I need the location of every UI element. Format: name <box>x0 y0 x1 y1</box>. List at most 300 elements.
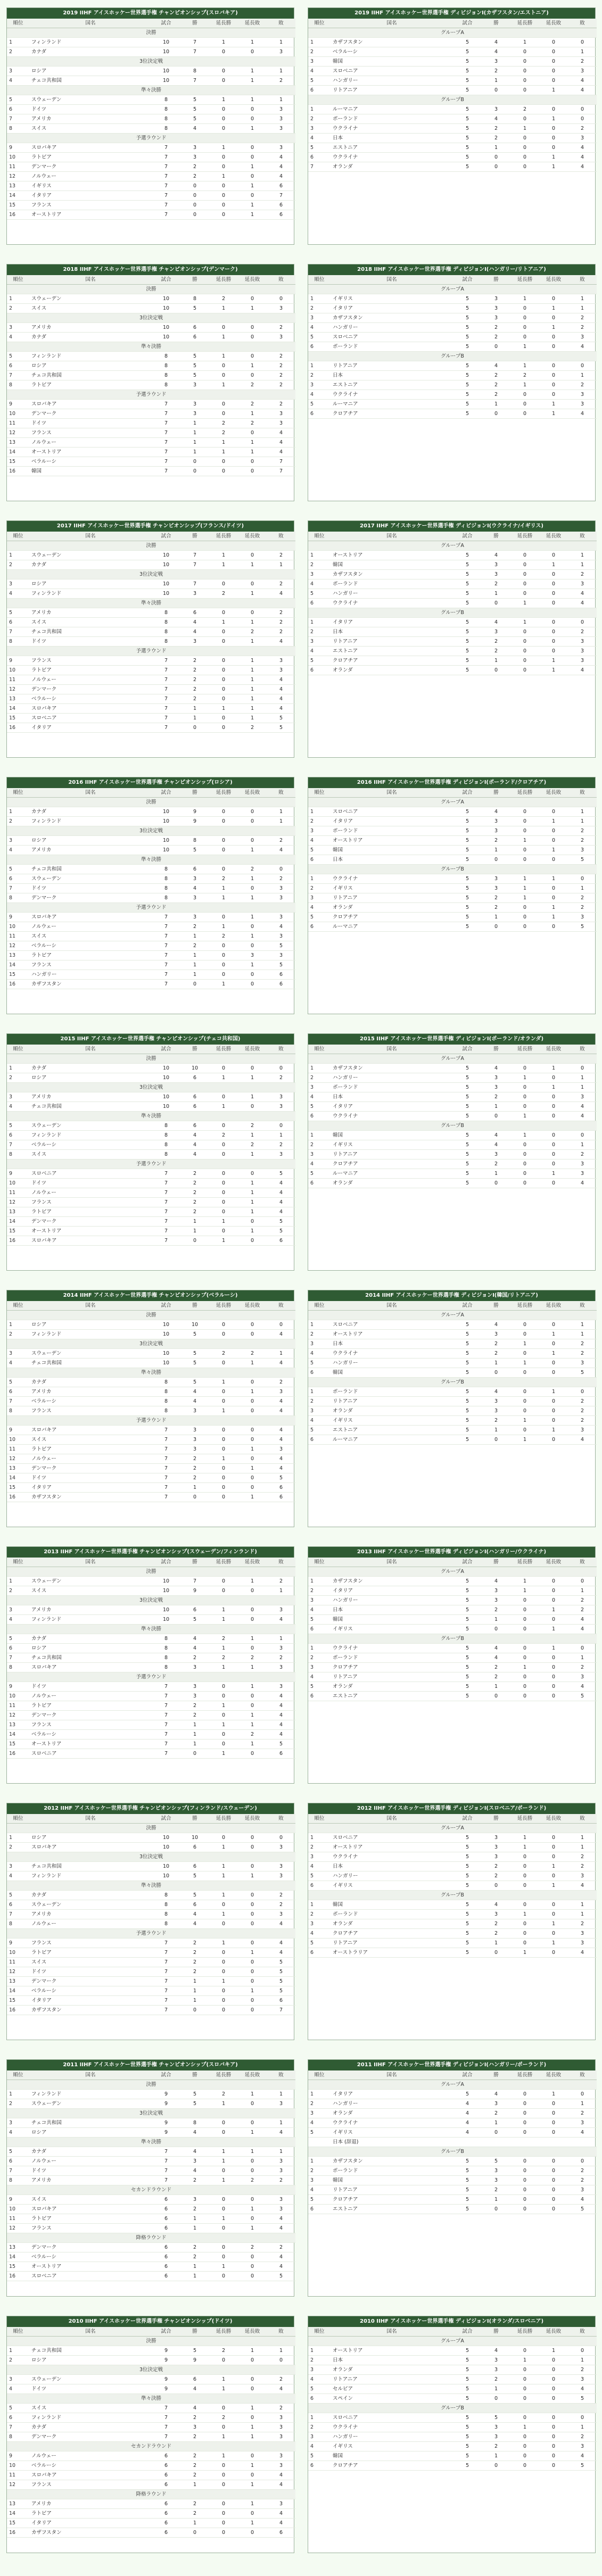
stat-cell: 1 <box>238 1179 267 1188</box>
rank-cell: 1 <box>308 807 331 817</box>
stat-cell: 0 <box>510 2128 539 2138</box>
team-cell: スウェーデン <box>29 1900 152 1910</box>
stat-cell: 4 <box>180 627 209 637</box>
table-row <box>7 694 295 704</box>
rank-cell: 10 <box>7 1179 29 1188</box>
stat-cell: 0 <box>238 1615 267 1625</box>
round-label: グループA <box>308 2337 597 2346</box>
rank-cell: 16 <box>7 1493 29 1502</box>
stat-cell: 7 <box>152 143 180 153</box>
rank-cell: 10 <box>7 1948 29 1958</box>
stat-cell: 2 <box>568 1406 597 1416</box>
stat-cell: 5 <box>453 134 482 143</box>
table-row <box>7 1682 295 1692</box>
stat-cell: 0 <box>482 922 510 932</box>
stat-cell: 0 <box>539 1140 568 1150</box>
rank-cell: 6 <box>7 1387 29 1397</box>
team-cell: ラトビア <box>29 1948 152 1958</box>
rank-cell: 16 <box>7 980 29 989</box>
stat-cell: 6 <box>180 333 209 342</box>
team-cell: クロアチア <box>331 1159 453 1169</box>
stat-cell: 0 <box>510 2185 539 2195</box>
column-header: 国名 <box>331 532 453 541</box>
stat-cell: 1 <box>238 960 267 970</box>
stat-cell: 0 <box>539 807 568 817</box>
stat-cell: 0 <box>482 2394 510 2404</box>
stat-cell: 0 <box>180 980 209 989</box>
table-row <box>308 855 597 865</box>
rank-cell: 9 <box>7 656 29 666</box>
rank-cell: 6 <box>308 922 331 932</box>
table-row <box>308 1179 597 1188</box>
stat-cell: 1 <box>482 589 510 599</box>
stat-cell: 3 <box>267 1663 295 1672</box>
table-row <box>308 1092 597 1102</box>
stat-cell: 10 <box>152 1073 180 1083</box>
stat-cell: 7 <box>152 1740 180 1749</box>
column-header: 敗 <box>568 1045 597 1054</box>
round-label: セカンドラウンド <box>7 2442 295 2451</box>
rank-cell: 1 <box>7 38 29 47</box>
table-row <box>308 294 597 304</box>
column-header: 延長敗 <box>238 1814 267 1824</box>
stat-cell: 6 <box>267 980 295 989</box>
stat-cell: 2 <box>180 1464 209 1473</box>
stat-cell: 3 <box>267 932 295 941</box>
stat-cell: 0 <box>539 333 568 342</box>
stat-cell: 8 <box>152 380 180 390</box>
round-label: セカンドラウンド <box>7 2185 295 2195</box>
team-cell: スウェーデン <box>29 874 152 884</box>
stat-cell: 3 <box>568 134 597 143</box>
stat-cell: 3 <box>568 400 597 409</box>
stat-cell: 2 <box>180 1948 209 1958</box>
rank-cell: 4 <box>308 2375 331 2384</box>
stat-cell: 1 <box>510 1843 539 1852</box>
stat-cell: 4 <box>267 685 295 694</box>
stat-cell: 3 <box>180 1406 209 1416</box>
stat-cell: 1 <box>482 1359 510 1368</box>
stat-cell: 7 <box>152 980 180 989</box>
stat-cell: 6 <box>180 1073 209 1083</box>
table-row <box>7 2471 295 2480</box>
stat-cell: 2 <box>180 941 209 951</box>
stat-cell: 1 <box>568 2099 597 2109</box>
stat-cell: 2 <box>568 2166 597 2176</box>
stat-cell: 5 <box>180 361 209 371</box>
stat-cell: 4 <box>568 666 597 675</box>
rank-cell: 8 <box>7 1919 29 1929</box>
team-cell: カザフスタン <box>29 1493 152 1502</box>
stat-cell: 4 <box>267 2471 295 2480</box>
stat-cell: 1 <box>482 143 510 153</box>
stat-cell: 1 <box>510 1663 539 1672</box>
stat-cell: 7 <box>152 1692 180 1701</box>
stat-cell: 3 <box>267 1092 295 1102</box>
table-row <box>7 1720 295 1730</box>
team-cell: オランダ <box>331 903 453 913</box>
table-row <box>308 2346 597 2356</box>
stat-cell: 5 <box>568 922 597 932</box>
rank-cell: 1 <box>308 1320 331 1330</box>
team-cell: オランダ <box>331 666 453 675</box>
rank-cell: 2 <box>308 371 331 380</box>
stat-cell: 8 <box>152 874 180 884</box>
round-header-row <box>7 647 295 656</box>
team-cell: デンマーク <box>29 409 152 419</box>
stat-cell: 0 <box>539 361 568 371</box>
stat-cell: 1 <box>267 817 295 826</box>
stat-cell: 1 <box>238 2128 267 2138</box>
stat-cell: 1 <box>539 153 568 162</box>
stat-cell: 10 <box>152 1102 180 1112</box>
stat-cell: 7 <box>152 2404 180 2413</box>
stat-cell: 2 <box>267 618 295 627</box>
stat-cell: 5 <box>453 551 482 560</box>
stat-cell: 2 <box>568 570 597 579</box>
stat-cell: 2 <box>180 2176 209 2185</box>
stat-cell: 4 <box>267 1730 295 1740</box>
stat-cell: 7 <box>267 191 295 201</box>
stat-cell: 4 <box>267 1919 295 1929</box>
rank-cell: 11 <box>7 419 29 428</box>
standings-panel <box>6 2316 294 2553</box>
stat-cell: 4 <box>568 1625 597 1634</box>
table-row <box>7 1207 295 1217</box>
table-row <box>7 1359 295 1368</box>
header-row <box>308 788 597 798</box>
stat-cell: 2 <box>482 1871 510 1881</box>
team-cell: 韓国 <box>331 57 453 67</box>
team-cell: フランス <box>29 2480 152 2490</box>
stat-cell: 0 <box>510 1150 539 1159</box>
stat-cell: 7 <box>152 210 180 220</box>
stat-cell: 1 <box>209 38 238 47</box>
stat-cell: 1 <box>238 846 267 855</box>
stat-cell: 0 <box>482 2128 510 2138</box>
stat-cell: 2 <box>482 371 510 380</box>
team-cell: カナダ <box>29 560 152 570</box>
stat-cell: 1 <box>539 323 568 333</box>
stat-cell: 2 <box>238 380 267 390</box>
standings-table <box>7 2070 295 2281</box>
round-header-row <box>7 1929 295 1939</box>
round-label: 予選ラウンド <box>7 1159 295 1169</box>
stat-cell: 8 <box>152 1140 180 1150</box>
stat-cell: 2 <box>180 666 209 675</box>
team-cell: ドイツ <box>29 884 152 893</box>
stat-cell: 1 <box>209 2099 238 2109</box>
rank-cell: 4 <box>7 1615 29 1625</box>
stat-cell: 8 <box>152 865 180 874</box>
stat-cell: 10 <box>152 1349 180 1359</box>
stat-cell: 1 <box>238 1227 267 1236</box>
round-header-row <box>7 1112 295 1121</box>
round-label: 決勝 <box>7 285 295 294</box>
stat-cell: 4 <box>482 47 510 57</box>
stat-cell: 4 <box>267 1179 295 1188</box>
stat-cell: 5 <box>453 2442 482 2451</box>
column-header: 敗 <box>267 275 295 285</box>
stat-cell: 4 <box>267 1426 295 1435</box>
stat-cell: 1 <box>510 893 539 903</box>
table-row <box>7 1749 295 1759</box>
round-label: 準々決勝 <box>7 1368 295 1378</box>
rank-cell: 6 <box>308 1368 331 1378</box>
stat-cell: 5 <box>453 143 482 153</box>
stat-cell: 0 <box>539 1092 568 1102</box>
table-row <box>308 1871 597 1881</box>
team-cell: イタリア <box>331 1102 453 1112</box>
stat-cell: 5 <box>453 884 482 893</box>
stat-cell: 0 <box>510 162 539 172</box>
table-row <box>308 2365 597 2375</box>
stat-cell: 6 <box>152 2252 180 2262</box>
team-cell: ラトビア <box>29 2214 152 2224</box>
rank-cell: 4 <box>308 134 331 143</box>
rank-cell: 16 <box>7 2528 29 2538</box>
stat-cell: 7 <box>267 467 295 476</box>
stat-cell: 2 <box>209 2413 238 2423</box>
stat-cell: 3 <box>180 2157 209 2166</box>
stat-cell: 0 <box>510 1672 539 1682</box>
round-header-row <box>7 2233 295 2243</box>
table-row <box>7 2404 295 2413</box>
round-header-row <box>308 1378 597 1387</box>
column-header: 勝 <box>482 1301 510 1311</box>
stat-cell: 0 <box>539 647 568 656</box>
stat-cell: 0 <box>539 2451 568 2461</box>
rank-cell: 8 <box>7 1150 29 1159</box>
rank-cell: 6 <box>7 618 29 627</box>
round-label: グループB <box>308 1121 597 1131</box>
stat-cell: 2 <box>267 1653 295 1663</box>
stat-cell: 1 <box>238 38 267 47</box>
stat-cell: 0 <box>510 1852 539 1862</box>
team-cell: ベラルーシ <box>29 2461 152 2471</box>
stat-cell: 1 <box>539 304 568 313</box>
stat-cell: 10 <box>152 76 180 86</box>
stat-cell: 3 <box>267 114 295 124</box>
rank-cell: 1 <box>7 1320 29 1330</box>
team-cell: 日本 <box>331 1862 453 1871</box>
stat-cell: 1 <box>180 428 209 438</box>
stat-cell: 2 <box>180 1179 209 1188</box>
round-header-row <box>7 1672 295 1682</box>
stat-cell: 8 <box>152 1663 180 1672</box>
rank-cell: 4 <box>308 2185 331 2195</box>
rank-cell: 1 <box>308 551 331 560</box>
stat-cell: 7 <box>152 714 180 723</box>
rank-cell: 6 <box>308 2205 331 2214</box>
stat-cell: 0 <box>238 970 267 980</box>
team-cell: カナダ <box>29 807 152 817</box>
stat-cell: 6 <box>152 2262 180 2272</box>
stat-cell: 8 <box>180 836 209 846</box>
stat-cell: 0 <box>238 2006 267 2015</box>
stat-cell: 7 <box>152 941 180 951</box>
rank-cell: 9 <box>7 400 29 409</box>
team-cell: オランダ <box>331 1179 453 1188</box>
table-row <box>7 846 295 855</box>
team-cell: カナダ <box>29 1891 152 1900</box>
stat-cell: 0 <box>539 1672 568 1682</box>
team-cell: ウクライナ <box>331 1112 453 1121</box>
stat-cell: 4 <box>180 618 209 627</box>
stat-cell: 1 <box>267 1131 295 1140</box>
stat-cell: 2 <box>180 2252 209 2262</box>
team-cell: ルーマニア <box>331 1169 453 1179</box>
team-cell: ベラルーシ <box>29 457 152 467</box>
stat-cell: 0 <box>510 637 539 647</box>
team-cell: ウクライナ <box>331 390 453 400</box>
stat-cell: 10 <box>152 1092 180 1102</box>
stat-cell: 4 <box>267 1207 295 1217</box>
stat-cell: 2 <box>180 1653 209 1663</box>
rank-cell: 1 <box>7 807 29 817</box>
stat-cell: 5 <box>568 1692 597 1701</box>
stat-cell: 2 <box>568 1339 597 1349</box>
rank-cell: 4 <box>7 846 29 855</box>
standings-table <box>7 2327 295 2538</box>
stat-cell: 0 <box>209 2519 238 2528</box>
rank-cell: 6 <box>7 361 29 371</box>
stat-cell: 4 <box>267 2509 295 2519</box>
rank-cell: 6 <box>308 2394 331 2404</box>
header-row <box>7 532 295 541</box>
table-row <box>308 2157 597 2166</box>
stat-cell: 0 <box>510 1682 539 1692</box>
stat-cell: 1 <box>238 1207 267 1217</box>
team-cell: ポーランド <box>331 826 453 836</box>
stat-cell: 0 <box>238 457 267 467</box>
rank-cell: 3 <box>7 836 29 846</box>
table-row <box>308 1159 597 1169</box>
rank-cell: 6 <box>308 1881 331 1891</box>
stat-cell: 4 <box>568 1435 597 1445</box>
stat-cell: 0 <box>238 1843 267 1852</box>
stat-cell: 0 <box>209 627 238 637</box>
stat-cell: 5 <box>453 2185 482 2195</box>
panel-title: 2012 IIHF アイスホッケー世界選手権 チャンピオンシップ(フィンランド/スウェーデン) <box>7 1803 294 1814</box>
stat-cell: 5 <box>453 1663 482 1672</box>
table-row <box>7 1653 295 1663</box>
stat-cell: 2 <box>267 874 295 884</box>
stat-cell: 1 <box>539 1625 568 1634</box>
stat-cell: 0 <box>510 1159 539 1169</box>
stat-cell: 0 <box>238 114 267 124</box>
table-row <box>308 2375 597 2384</box>
stat-cell: 5 <box>453 1083 482 1092</box>
stat-cell: 0 <box>238 551 267 560</box>
stat-cell: 1 <box>510 1910 539 1919</box>
stat-cell: 2 <box>267 76 295 86</box>
stat-cell: 0 <box>539 124 568 134</box>
stat-cell: 4 <box>267 2262 295 2272</box>
stat-cell: 8 <box>152 893 180 903</box>
stat-cell: 1 <box>267 67 295 76</box>
table-row <box>308 2442 597 2451</box>
stat-cell: 2 <box>568 1416 597 1426</box>
stat-cell: 5 <box>453 1596 482 1605</box>
stat-cell: 1 <box>180 1227 209 1236</box>
stat-cell: 4 <box>482 1140 510 1150</box>
stat-cell: 3 <box>568 1929 597 1939</box>
stat-cell: 5 <box>453 2176 482 2185</box>
rank-cell: 5 <box>308 1682 331 1692</box>
stat-cell: 0 <box>209 1833 238 1843</box>
stat-cell: 0 <box>510 1692 539 1701</box>
stat-cell: 5 <box>453 817 482 826</box>
stat-cell: 0 <box>238 1236 267 1246</box>
stat-cell: 1 <box>209 1720 238 1730</box>
stat-cell: 1 <box>238 2090 267 2099</box>
table-row <box>308 1064 597 1073</box>
stat-cell: 4 <box>267 846 295 855</box>
stat-cell: 0 <box>510 855 539 865</box>
round-label: 決勝 <box>7 541 295 551</box>
table-row <box>308 1843 597 1852</box>
stat-cell: 6 <box>180 1900 209 1910</box>
stat-cell: 0 <box>510 323 539 333</box>
table-row <box>308 2461 597 2471</box>
stat-cell: 2 <box>180 2451 209 2461</box>
round-header-row <box>7 2109 295 2118</box>
stat-cell: 0 <box>209 1996 238 2006</box>
stat-cell: 0 <box>568 618 597 627</box>
stat-cell: 5 <box>453 105 482 114</box>
stat-cell: 0 <box>510 922 539 932</box>
stat-cell: 5 <box>453 2205 482 2214</box>
rank-cell: 3 <box>7 2375 29 2384</box>
stat-cell: 1 <box>238 932 267 941</box>
stat-cell: 0 <box>539 1397 568 1406</box>
stat-cell: 3 <box>267 124 295 134</box>
rank-cell: 3 <box>308 313 331 323</box>
stat-cell: 1 <box>510 1131 539 1140</box>
stat-cell: 0 <box>510 903 539 913</box>
stat-cell: 0 <box>568 2090 597 2099</box>
stat-cell: 0 <box>267 1833 295 1843</box>
table-row <box>7 1977 295 1986</box>
stat-cell: 3 <box>568 2185 597 2195</box>
stat-cell: 0 <box>539 2461 568 2471</box>
stat-cell: 5 <box>453 893 482 903</box>
stat-cell: 4 <box>453 2099 482 2109</box>
stat-cell: 1 <box>238 1986 267 1996</box>
stat-cell: 0 <box>238 2252 267 2262</box>
stat-cell: 0 <box>539 2365 568 2375</box>
column-header: 勝 <box>482 275 510 285</box>
standings-table <box>7 275 295 476</box>
rank-cell: 4 <box>7 333 29 342</box>
team-cell: チェコ共和国 <box>29 1862 152 1871</box>
stat-cell: 8 <box>180 67 209 76</box>
stat-cell: 4 <box>482 1064 510 1073</box>
table-row <box>7 172 295 181</box>
rank-cell: 15 <box>7 1996 29 2006</box>
stat-cell: 9 <box>152 2375 180 2384</box>
table-row <box>7 1169 295 1179</box>
stat-cell: 0 <box>238 1958 267 1967</box>
stat-cell: 2 <box>267 836 295 846</box>
team-cell: ノルウェー <box>29 675 152 685</box>
column-header: 敗 <box>267 1558 295 1567</box>
round-label: 準々決勝 <box>7 2138 295 2147</box>
stat-cell: 3 <box>482 2176 510 2185</box>
stat-cell: 3 <box>267 2205 295 2214</box>
stat-cell: 5 <box>453 1150 482 1159</box>
